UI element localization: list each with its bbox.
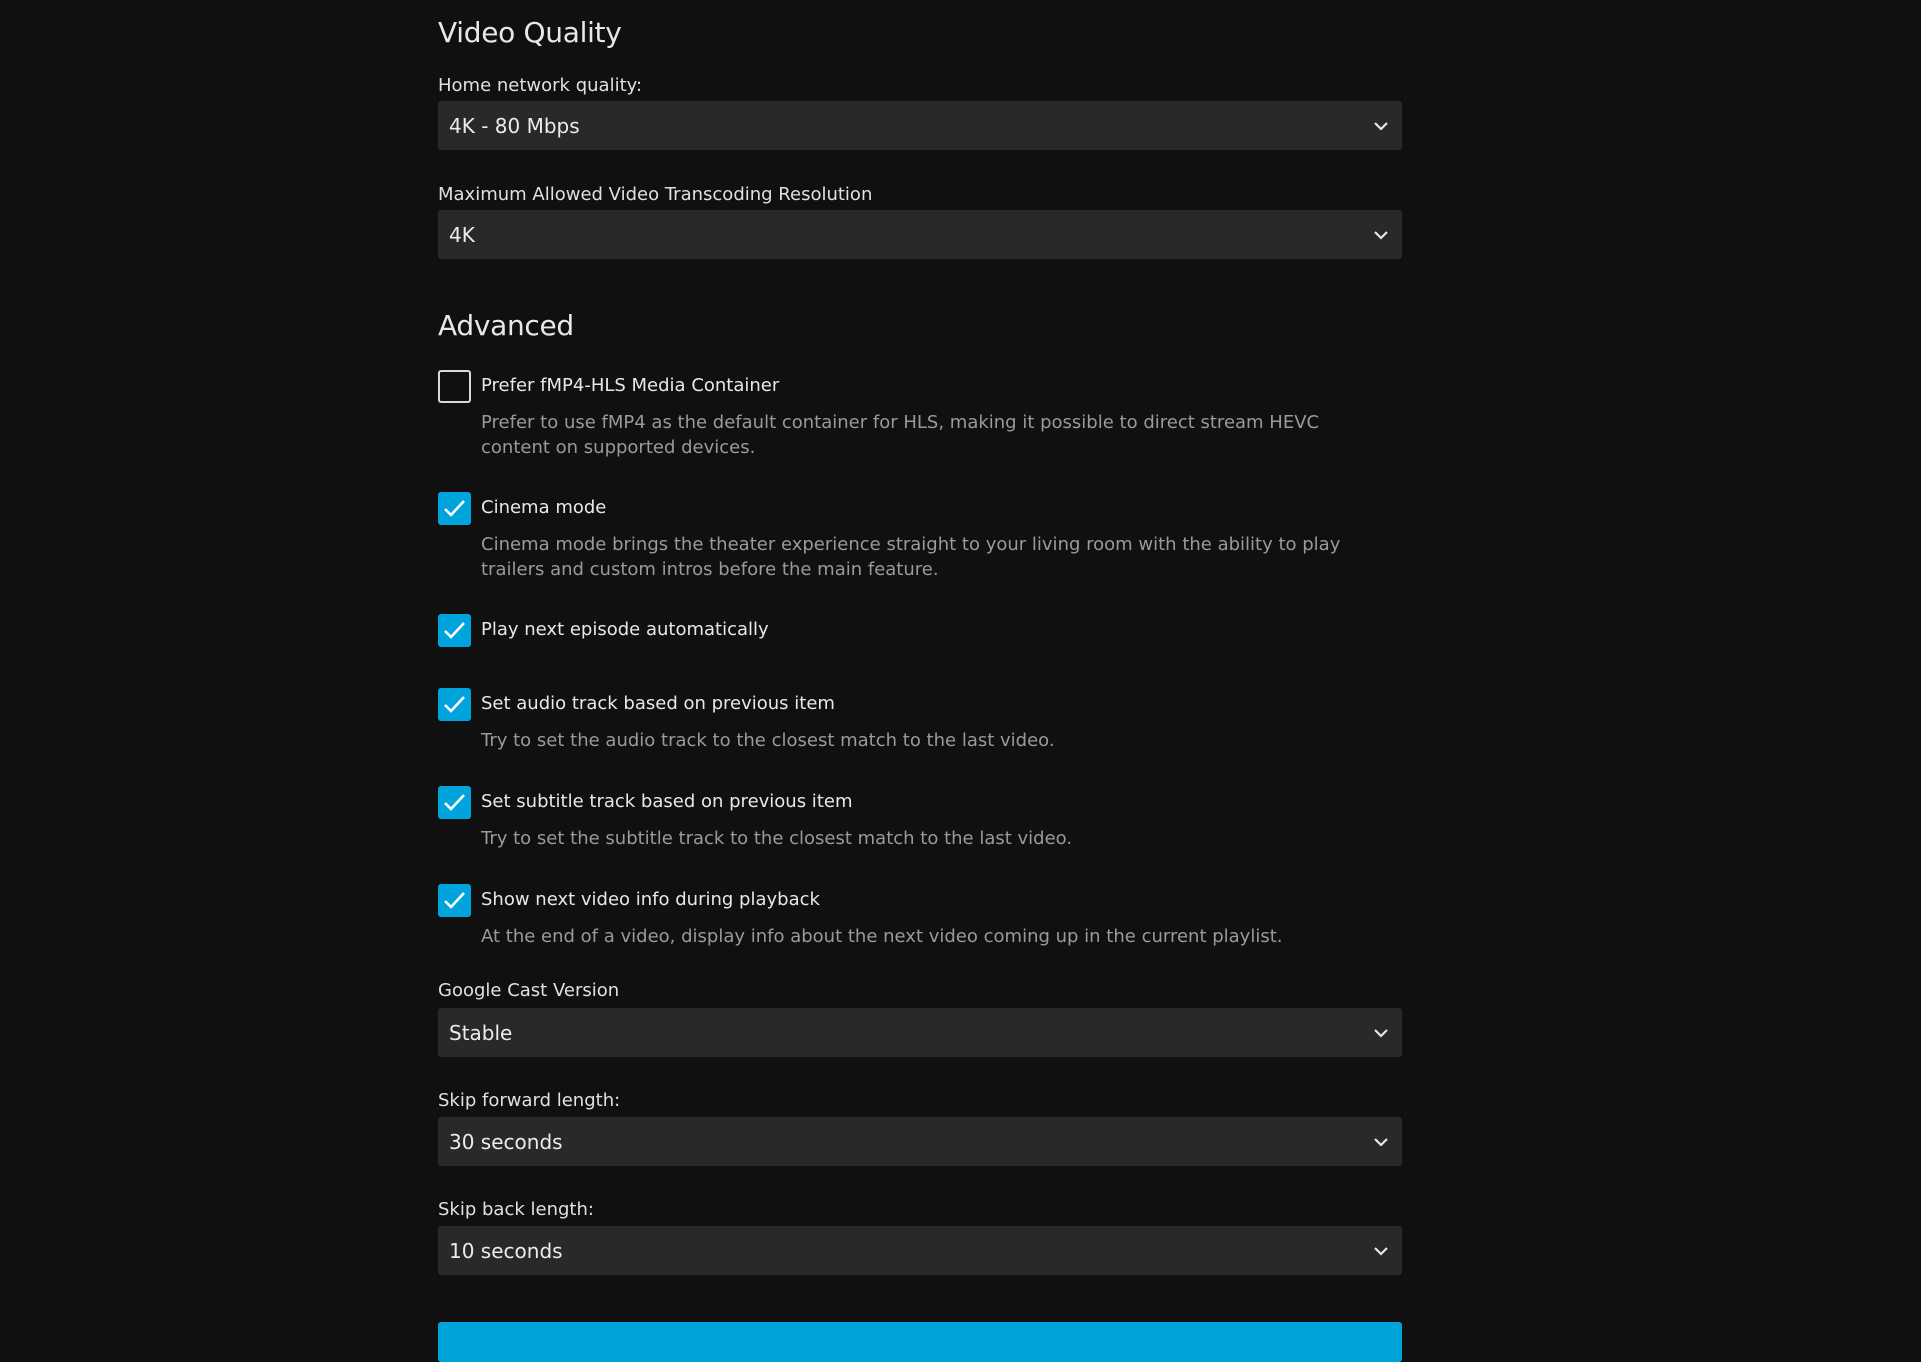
prefer-fmp4-description: Prefer to use fMP4 as the default container for HLS, making it possible to direct stream HEVC content on supported devices. — [481, 412, 1320, 458]
cinema-mode-description: Cinema mode brings the theater experience straight to your living room with the ability to play trailers and custom intros before the main feature. — [481, 534, 1341, 580]
google-cast-version-select[interactable] — [438, 1008, 1402, 1057]
skip-forward-length-select[interactable] — [438, 1117, 1402, 1166]
cinema-mode-label: Cinema mode — [481, 497, 607, 518]
prefer-fmp4-checkbox[interactable] — [438, 370, 471, 403]
chevron-down-icon — [1372, 1027, 1390, 1039]
google-cast-version-label: Google Cast Version — [438, 980, 620, 1001]
play-next-episode-checkbox[interactable] — [438, 614, 471, 647]
google-cast-version-value: Stable — [449, 1020, 513, 1045]
skip-forward-length-label: Skip forward length: — [438, 1090, 621, 1111]
chevron-down-icon — [1372, 120, 1390, 132]
prefer-fmp4-label: Prefer fMP4-HLS Media Container — [481, 375, 780, 396]
skip-back-length-label: Skip back length: — [438, 1199, 594, 1220]
checkmark-icon — [443, 620, 466, 641]
home-network-quality-label: Home network quality: — [438, 75, 643, 96]
next-video-info-label: Show next video info during playback — [481, 889, 820, 910]
checkmark-icon — [443, 792, 466, 813]
audio-track-description: Try to set the audio track to the closest match to the last video. — [481, 730, 1055, 751]
next-video-info-checkbox[interactable] — [438, 884, 471, 917]
checkmark-icon — [443, 694, 466, 715]
max-transcoding-resolution-label: Maximum Allowed Video Transcoding Resolution — [438, 184, 873, 205]
next-video-info-description: At the end of a video, display info about the next video coming up in the current playlist. — [481, 926, 1283, 947]
audio-track-label: Set audio track based on previous item — [481, 693, 835, 714]
home-network-quality-select[interactable] — [438, 101, 1402, 150]
checkmark-icon — [443, 890, 466, 911]
skip-back-length-value: 10 seconds — [449, 1238, 563, 1263]
skip-back-length-select[interactable] — [438, 1226, 1402, 1275]
home-network-quality-value: 4K - 80 Mbps — [449, 113, 580, 138]
chevron-down-icon — [1372, 229, 1390, 241]
chevron-down-icon — [1372, 1245, 1390, 1257]
subtitle-track-label: Set subtitle track based on previous item — [481, 791, 853, 812]
advanced-title: Advanced — [438, 309, 574, 342]
play-next-episode-label: Play next episode automatically — [481, 619, 769, 640]
video-quality-title: Video Quality — [438, 16, 622, 49]
checkmark-icon — [443, 498, 466, 519]
subtitle-track-description: Try to set the subtitle track to the closest match to the last video. — [481, 828, 1073, 849]
chevron-down-icon — [1372, 1136, 1390, 1148]
skip-forward-length-value: 30 seconds — [449, 1129, 563, 1154]
max-transcoding-resolution-value: 4K — [449, 222, 475, 247]
save-button[interactable] — [438, 1322, 1402, 1362]
audio-track-checkbox[interactable] — [438, 688, 471, 721]
max-transcoding-resolution-select[interactable] — [438, 210, 1402, 259]
cinema-mode-checkbox[interactable] — [438, 492, 471, 525]
subtitle-track-checkbox[interactable] — [438, 786, 471, 819]
